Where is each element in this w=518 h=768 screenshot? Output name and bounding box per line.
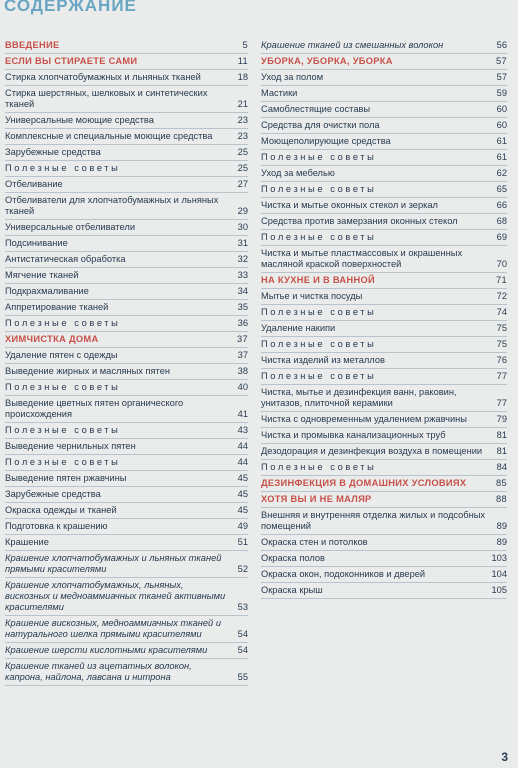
toc-entry-title: Окраска крыш xyxy=(261,585,323,595)
toc-entry xyxy=(261,369,507,385)
toc-entry-page: 41 xyxy=(237,409,248,419)
toc-right-column xyxy=(261,38,507,599)
toc-entry-page: 61 xyxy=(496,152,507,162)
toc-entry-title: Зарубежные средства xyxy=(5,489,101,499)
toc-entry xyxy=(261,444,507,460)
toc-entry xyxy=(261,508,507,535)
toc-entry-title: Чистка с одновременным удалением ржавчины xyxy=(261,414,467,424)
toc-entry xyxy=(5,535,248,551)
toc-entry-page: 35 xyxy=(237,302,248,312)
toc-entry-title: Крашение хлопчатобумажных и льняных тканей прямыми красителями xyxy=(5,553,222,574)
toc-entry-page: 74 xyxy=(496,307,507,317)
toc-entry-title: Антистатическая обработка xyxy=(5,254,126,264)
toc-entry xyxy=(261,214,507,230)
toc-entry-title: ХОТЯ ВЫ И НЕ МАЛЯР xyxy=(261,494,372,504)
toc-entry xyxy=(261,86,507,102)
toc-entry xyxy=(261,321,507,337)
toc-entry-title: Выведение цветных пятен органического происхождения xyxy=(5,398,184,419)
toc-entry-page: 72 xyxy=(496,291,507,301)
toc-entry xyxy=(5,113,248,129)
toc-entry-title: Полезные советы xyxy=(261,339,377,349)
toc-entry xyxy=(5,252,248,268)
toc-entry-page: 49 xyxy=(237,521,248,531)
toc-entry-title: Крашение тканей из ацетатных волокон, капрона, найлона, лавсана и нитрона xyxy=(5,661,192,682)
toc-entry-title: Чистка и промывка канализационных труб xyxy=(261,430,446,440)
toc-entry xyxy=(5,348,248,364)
toc-entry xyxy=(261,273,507,289)
toc-entry-title: Отбеливание xyxy=(5,179,63,189)
toc-entry-title: ЕСЛИ ВЫ СТИРАЕТЕ САМИ xyxy=(5,56,138,66)
toc-entry xyxy=(5,316,248,332)
toc-entry-title: Окраска полов xyxy=(261,553,325,563)
toc-entry-title: ВВЕДЕНИЕ xyxy=(5,40,60,50)
toc-entry-title: Окраска стен и потолков xyxy=(261,537,368,547)
toc-entry xyxy=(5,616,248,643)
toc-entry-page: 77 xyxy=(496,398,507,408)
toc-entry-page: 70 xyxy=(496,259,507,269)
toc-entry xyxy=(5,487,248,503)
page-title: СОДЕРЖАНИЕ xyxy=(4,0,137,15)
toc-entry-page: 57 xyxy=(496,56,507,66)
toc-entry xyxy=(261,289,507,305)
toc-entry-page: 29 xyxy=(237,206,248,216)
toc-entry-page: 104 xyxy=(491,569,507,579)
toc-entry xyxy=(5,471,248,487)
toc-entry-page: 89 xyxy=(496,521,507,531)
toc-entry xyxy=(261,567,507,583)
toc-entry-page: 75 xyxy=(496,339,507,349)
toc-entry-page: 25 xyxy=(237,147,248,157)
toc-entry-title: Полезные советы xyxy=(5,382,121,392)
toc-entry xyxy=(5,145,248,161)
toc-entry-title: Выведение пятен ржавчины xyxy=(5,473,127,483)
toc-entry xyxy=(261,476,507,492)
toc-entry xyxy=(5,643,248,659)
toc-entry-title: Зарубежные средства xyxy=(5,147,101,157)
toc-entry-page: 53 xyxy=(237,602,248,612)
toc-entry xyxy=(261,150,507,166)
toc-entry-title: Внешняя и внутренняя отделка жилых и подсобных помещений xyxy=(261,510,486,531)
toc-entry-title: Удаление накипи xyxy=(261,323,336,333)
toc-entry-page: 105 xyxy=(491,585,507,595)
toc-entry-title: Полезные советы xyxy=(5,425,121,435)
toc-entry-title: Мытье и чистка посуды xyxy=(261,291,363,301)
toc-entry-page: 25 xyxy=(237,163,248,173)
toc-entry-title: УБОРКА, УБОРКА, УБОРКА xyxy=(261,56,393,66)
toc-entry xyxy=(5,193,248,220)
toc-entry-page: 88 xyxy=(496,494,507,504)
toc-entry-title: Мастики xyxy=(261,88,298,98)
toc-entry-title: Уход за полом xyxy=(261,72,324,82)
toc-entry xyxy=(5,220,248,236)
toc-entry xyxy=(261,353,507,369)
toc-entry xyxy=(261,460,507,476)
toc-entry xyxy=(261,583,507,599)
toc-entry xyxy=(261,428,507,444)
toc-entry-page: 66 xyxy=(496,200,507,210)
toc-entry-title: Выведение жирных и масляных пятен xyxy=(5,366,171,376)
toc-entry xyxy=(261,70,507,86)
toc-entry-page: 52 xyxy=(237,564,248,574)
toc-entry-page: 34 xyxy=(237,286,248,296)
toc-entry xyxy=(5,423,248,439)
toc-entry-title: Стирка шерстяных, шелковых и синтетических тканей xyxy=(5,88,208,109)
toc-entry-title: Мягчение тканей xyxy=(5,270,79,280)
toc-entry-title: Комплексные и специальные моющие средства xyxy=(5,131,213,141)
toc-entry xyxy=(261,492,507,508)
toc-entry-page: 43 xyxy=(237,425,248,435)
toc-entry-page: 45 xyxy=(237,473,248,483)
toc-entry-title: Крашение шерсти кислотными красителями xyxy=(5,645,208,655)
toc-entry xyxy=(261,102,507,118)
toc-entry-title: НА КУХНЕ И В ВАННОЙ xyxy=(261,275,375,285)
toc-entry-page: 61 xyxy=(496,136,507,146)
toc-entry-page: 31 xyxy=(237,238,248,248)
toc-entry-title: Окраска окон, подоконников и дверей xyxy=(261,569,426,579)
toc-entry-title: Окраска одежды и тканей xyxy=(5,505,117,515)
toc-entry-title: Отбеливатели для хлопчатобумажных и льняных тканей xyxy=(5,195,219,216)
toc-entry-title: Полезные советы xyxy=(261,462,377,472)
toc-entry-title: Крашение xyxy=(5,537,49,547)
toc-entry-title: Полезные советы xyxy=(5,457,121,467)
toc-entry xyxy=(261,246,507,273)
toc-entry-page: 71 xyxy=(496,275,507,285)
toc-entry-title: Полезные советы xyxy=(261,371,377,381)
toc-entry xyxy=(5,659,248,686)
toc-entry xyxy=(5,578,248,616)
toc-entry xyxy=(261,166,507,182)
toc-entry-title: Крашение тканей из смешанных волокон xyxy=(261,40,444,50)
toc-entry-title: Подкрахмаливание xyxy=(5,286,89,296)
toc-entry xyxy=(5,268,248,284)
toc-entry xyxy=(5,177,248,193)
toc-entry-page: 85 xyxy=(496,478,507,488)
toc-entry xyxy=(5,70,248,86)
toc-entry-title: Полезные советы xyxy=(261,152,377,162)
toc-entry-page: 33 xyxy=(237,270,248,280)
toc-entry xyxy=(261,551,507,567)
toc-entry-title: Подсинивание xyxy=(5,238,68,248)
toc-entry xyxy=(261,134,507,150)
toc-entry-page: 103 xyxy=(491,553,507,563)
toc-entry-title: Стирка хлопчатобумажных и льняных тканей xyxy=(5,72,201,82)
toc-entry xyxy=(5,300,248,316)
toc-entry-title: Аппретирование тканей xyxy=(5,302,109,312)
toc-entry xyxy=(5,551,248,578)
toc-entry-title: ДЕЗИНФЕКЦИЯ В ДОМАШНИХ УСЛОВИЯХ xyxy=(261,478,467,488)
toc-entry-page: 62 xyxy=(496,168,507,178)
toc-entry-title: Средства для очистки пола xyxy=(261,120,380,130)
toc-entry-title: Полезные советы xyxy=(5,318,121,328)
toc-entry-page: 32 xyxy=(237,254,248,264)
toc-entry-title: Чистка и мытье пластмассовых и окрашенных масляной краской поверхностей xyxy=(261,248,463,269)
toc-entry xyxy=(5,86,248,113)
toc-entry-title: Универсальные моющие средства xyxy=(5,115,154,125)
toc-entry-title: Уход за мебелью xyxy=(261,168,335,178)
toc-entry-page: 11 xyxy=(237,56,248,66)
toc-entry-page: 60 xyxy=(496,104,507,114)
toc-entry-page: 36 xyxy=(237,318,248,328)
toc-entry-page: 77 xyxy=(496,371,507,381)
toc-entry xyxy=(5,38,248,54)
toc-entry-title: Полезные советы xyxy=(261,307,377,317)
toc-entry-page: 60 xyxy=(496,120,507,130)
toc-entry xyxy=(261,118,507,134)
toc-entry xyxy=(5,519,248,535)
toc-entry xyxy=(5,380,248,396)
toc-entry-title: Универсальные отбеливатели xyxy=(5,222,136,232)
toc-entry xyxy=(261,305,507,321)
toc-entry-page: 37 xyxy=(237,334,248,344)
toc-entry-page: 30 xyxy=(237,222,248,232)
toc-entry-page: 40 xyxy=(237,382,248,392)
toc-entry xyxy=(261,230,507,246)
toc-entry-page: 54 xyxy=(237,645,248,655)
toc-entry-title: Полезные советы xyxy=(5,163,121,173)
toc-entry-page: 44 xyxy=(237,457,248,467)
toc-entry-title: Крашение хлопчатобумажных, льняных, вискозных и медноаммиачных тканей активными красителями xyxy=(5,580,226,612)
toc-entry-page: 23 xyxy=(237,131,248,141)
toc-entry xyxy=(5,396,248,423)
toc-entry xyxy=(261,182,507,198)
toc-entry xyxy=(261,412,507,428)
toc-entry-page: 69 xyxy=(496,232,507,242)
toc-entry-title: Полезные советы xyxy=(261,232,377,242)
toc-entry-page: 76 xyxy=(496,355,507,365)
toc-entry-page: 81 xyxy=(496,446,507,456)
toc-entry-page: 37 xyxy=(237,350,248,360)
toc-entry xyxy=(261,385,507,412)
toc-entry-page: 51 xyxy=(237,537,248,547)
toc-entry-page: 84 xyxy=(496,462,507,472)
toc-entry-page: 18 xyxy=(237,72,248,82)
toc-entry-page: 59 xyxy=(496,88,507,98)
toc-entry-page: 21 xyxy=(237,99,248,109)
toc-entry-title: Чистка и мытье оконных стекол и зеркал xyxy=(261,200,438,210)
toc-entry-page: 75 xyxy=(496,323,507,333)
toc-entry-page: 45 xyxy=(237,505,248,515)
toc-entry-page: 81 xyxy=(496,430,507,440)
toc-entry-page: 57 xyxy=(496,72,507,82)
toc-entry-page: 23 xyxy=(237,115,248,125)
toc-entry-title: Полезные советы xyxy=(261,184,377,194)
toc-entry-title: Подготовка к крашению xyxy=(5,521,108,531)
toc-entry-page: 55 xyxy=(237,672,248,682)
toc-left-column xyxy=(5,38,248,686)
toc-entry-title: Крашение вискозных, медноаммиачных тканей и натурального шелка прямыми красителями xyxy=(5,618,221,639)
toc-entry xyxy=(5,236,248,252)
toc-entry-page: 44 xyxy=(237,441,248,451)
toc-entry-title: Моющеполирующие средства xyxy=(261,136,391,146)
toc-entry-page: 45 xyxy=(237,489,248,499)
toc-entry-title: Дезодорация и дезинфекция воздуха в помещении xyxy=(261,446,483,456)
toc-entry-title: Чистка, мытье и дезинфекция ванн, раковин, унитазов, плиточной керамики xyxy=(261,387,457,408)
toc-entry xyxy=(261,535,507,551)
toc-entry xyxy=(5,161,248,177)
toc-entry-page: 38 xyxy=(237,366,248,376)
toc-entry-page: 56 xyxy=(496,40,507,50)
toc-entry xyxy=(261,38,507,54)
toc-entry-page: 68 xyxy=(496,216,507,226)
toc-entry xyxy=(5,332,248,348)
toc-entry-page: 54 xyxy=(237,629,248,639)
toc-entry-page: 79 xyxy=(496,414,507,424)
toc-entry xyxy=(261,198,507,214)
toc-entry-page: 5 xyxy=(242,40,248,50)
toc-entry xyxy=(5,439,248,455)
toc-entry xyxy=(261,337,507,353)
toc-entry-title: Удаление пятен с одежды xyxy=(5,350,118,360)
toc-entry-title: Средства против замерзания оконных стекол xyxy=(261,216,458,226)
toc-entry-page: 27 xyxy=(237,179,248,189)
toc-entry-page: 89 xyxy=(496,537,507,547)
toc-entry xyxy=(5,455,248,471)
toc-entry xyxy=(5,284,248,300)
toc-entry xyxy=(5,364,248,380)
toc-entry-title: ХИМЧИСТКА ДОМА xyxy=(5,334,99,344)
toc-entry-page: 65 xyxy=(496,184,507,194)
toc-entry xyxy=(261,54,507,70)
toc-entry-title: Самоблестящие составы xyxy=(261,104,371,114)
page-number: 3 xyxy=(501,750,508,764)
toc-entry xyxy=(5,129,248,145)
toc-entry xyxy=(5,54,248,70)
toc-entry-title: Чистка изделий из металлов xyxy=(261,355,385,365)
toc-entry xyxy=(5,503,248,519)
toc-entry-title: Выведение чернильных пятен xyxy=(5,441,136,451)
